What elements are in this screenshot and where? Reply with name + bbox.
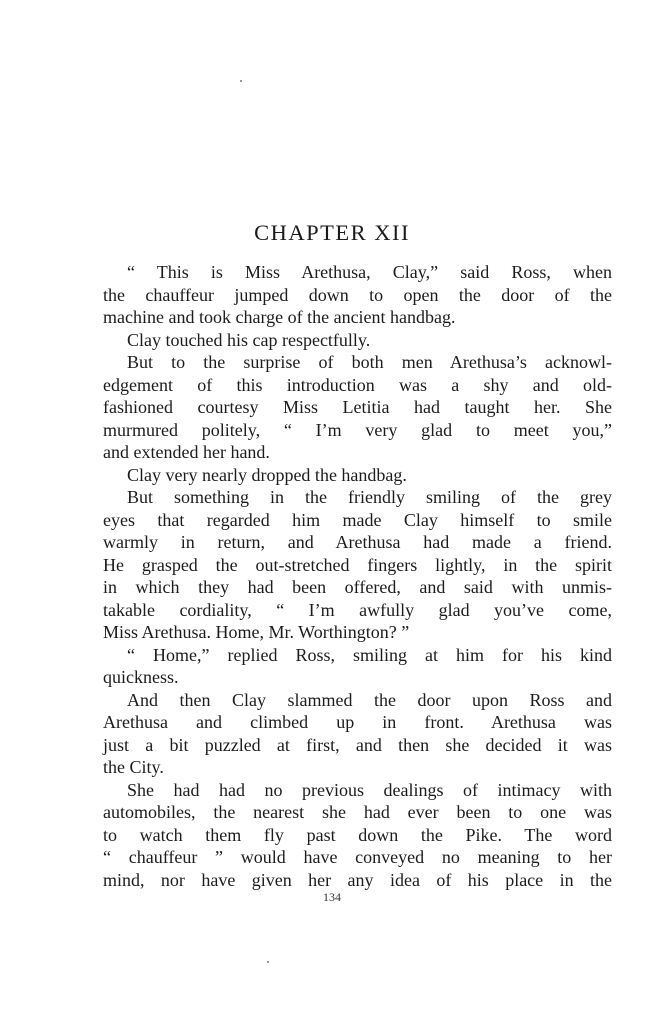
ink-speck-bottom [267, 961, 269, 963]
text-line: quickness. [103, 667, 179, 687]
text-line: and extended her hand. [103, 442, 270, 462]
ink-speck-top [240, 80, 242, 82]
text-line: to watch them fly past down the Pike. The word [103, 824, 612, 845]
text-line: murmured politely, “ I’m very glad to meet you,” [103, 419, 612, 440]
text-line: Arethusa and climbed up in front. Arethusa was [103, 712, 612, 732]
text-line: But something in the friendly smiling of the grey [127, 487, 612, 507]
text-line: Miss Arethusa. Home, Mr. Worthington? ” [103, 622, 410, 642]
text-line: just a bit puzzled at first, and then she decided it was [103, 734, 612, 755]
text-line: mind, nor have given her any idea of his place in the [103, 869, 612, 890]
chapter-title: CHAPTER XII [254, 220, 410, 245]
text-line: the chauffeur jumped down to open the door of the [103, 284, 612, 305]
text-line: He grasped the out-stretched fingers lightly, in the spirit [103, 554, 612, 575]
text-line: But to the surprise of both men Arethusa’s acknowl- [127, 352, 612, 372]
body-text [103, 261, 612, 891]
text-line: machine and took charge of the ancient handbag. [103, 307, 456, 327]
text-line: “ chauffeur ” would have conveyed no meaning to her [103, 847, 612, 867]
text-line: edgement of this introduction was a shy and old- [103, 374, 612, 395]
text-line: Clay very nearly dropped the handbag. [127, 464, 407, 485]
text-line: And then Clay slammed the door upon Ross and [127, 689, 612, 710]
page-number: 134 [323, 890, 341, 904]
text-line: Clay touched his cap respectfully. [127, 329, 371, 350]
text-line: in which they had been offered, and said with unmis- [103, 577, 612, 597]
text-line: fashioned courtesy Miss Letitia had taught her. She [103, 397, 612, 417]
text-line: She had had no previous dealings of intimacy with [127, 779, 612, 800]
text-line: “ This is Miss Arethusa, Clay,” said Ross, when [127, 262, 612, 282]
text-line: “ Home,” replied Ross, smiling at him for his kind [127, 644, 612, 665]
text-line: takable cordiality, “ I’m awfully glad you’ve come, [103, 599, 612, 620]
text-line: automobiles, the nearest she had ever been to one was [103, 802, 612, 822]
text-line: the City. [103, 757, 164, 777]
text-line: warmly in return, and Arethusa had made a friend. [103, 532, 612, 552]
text-line: eyes that regarded him made Clay himself to smile [103, 509, 612, 530]
